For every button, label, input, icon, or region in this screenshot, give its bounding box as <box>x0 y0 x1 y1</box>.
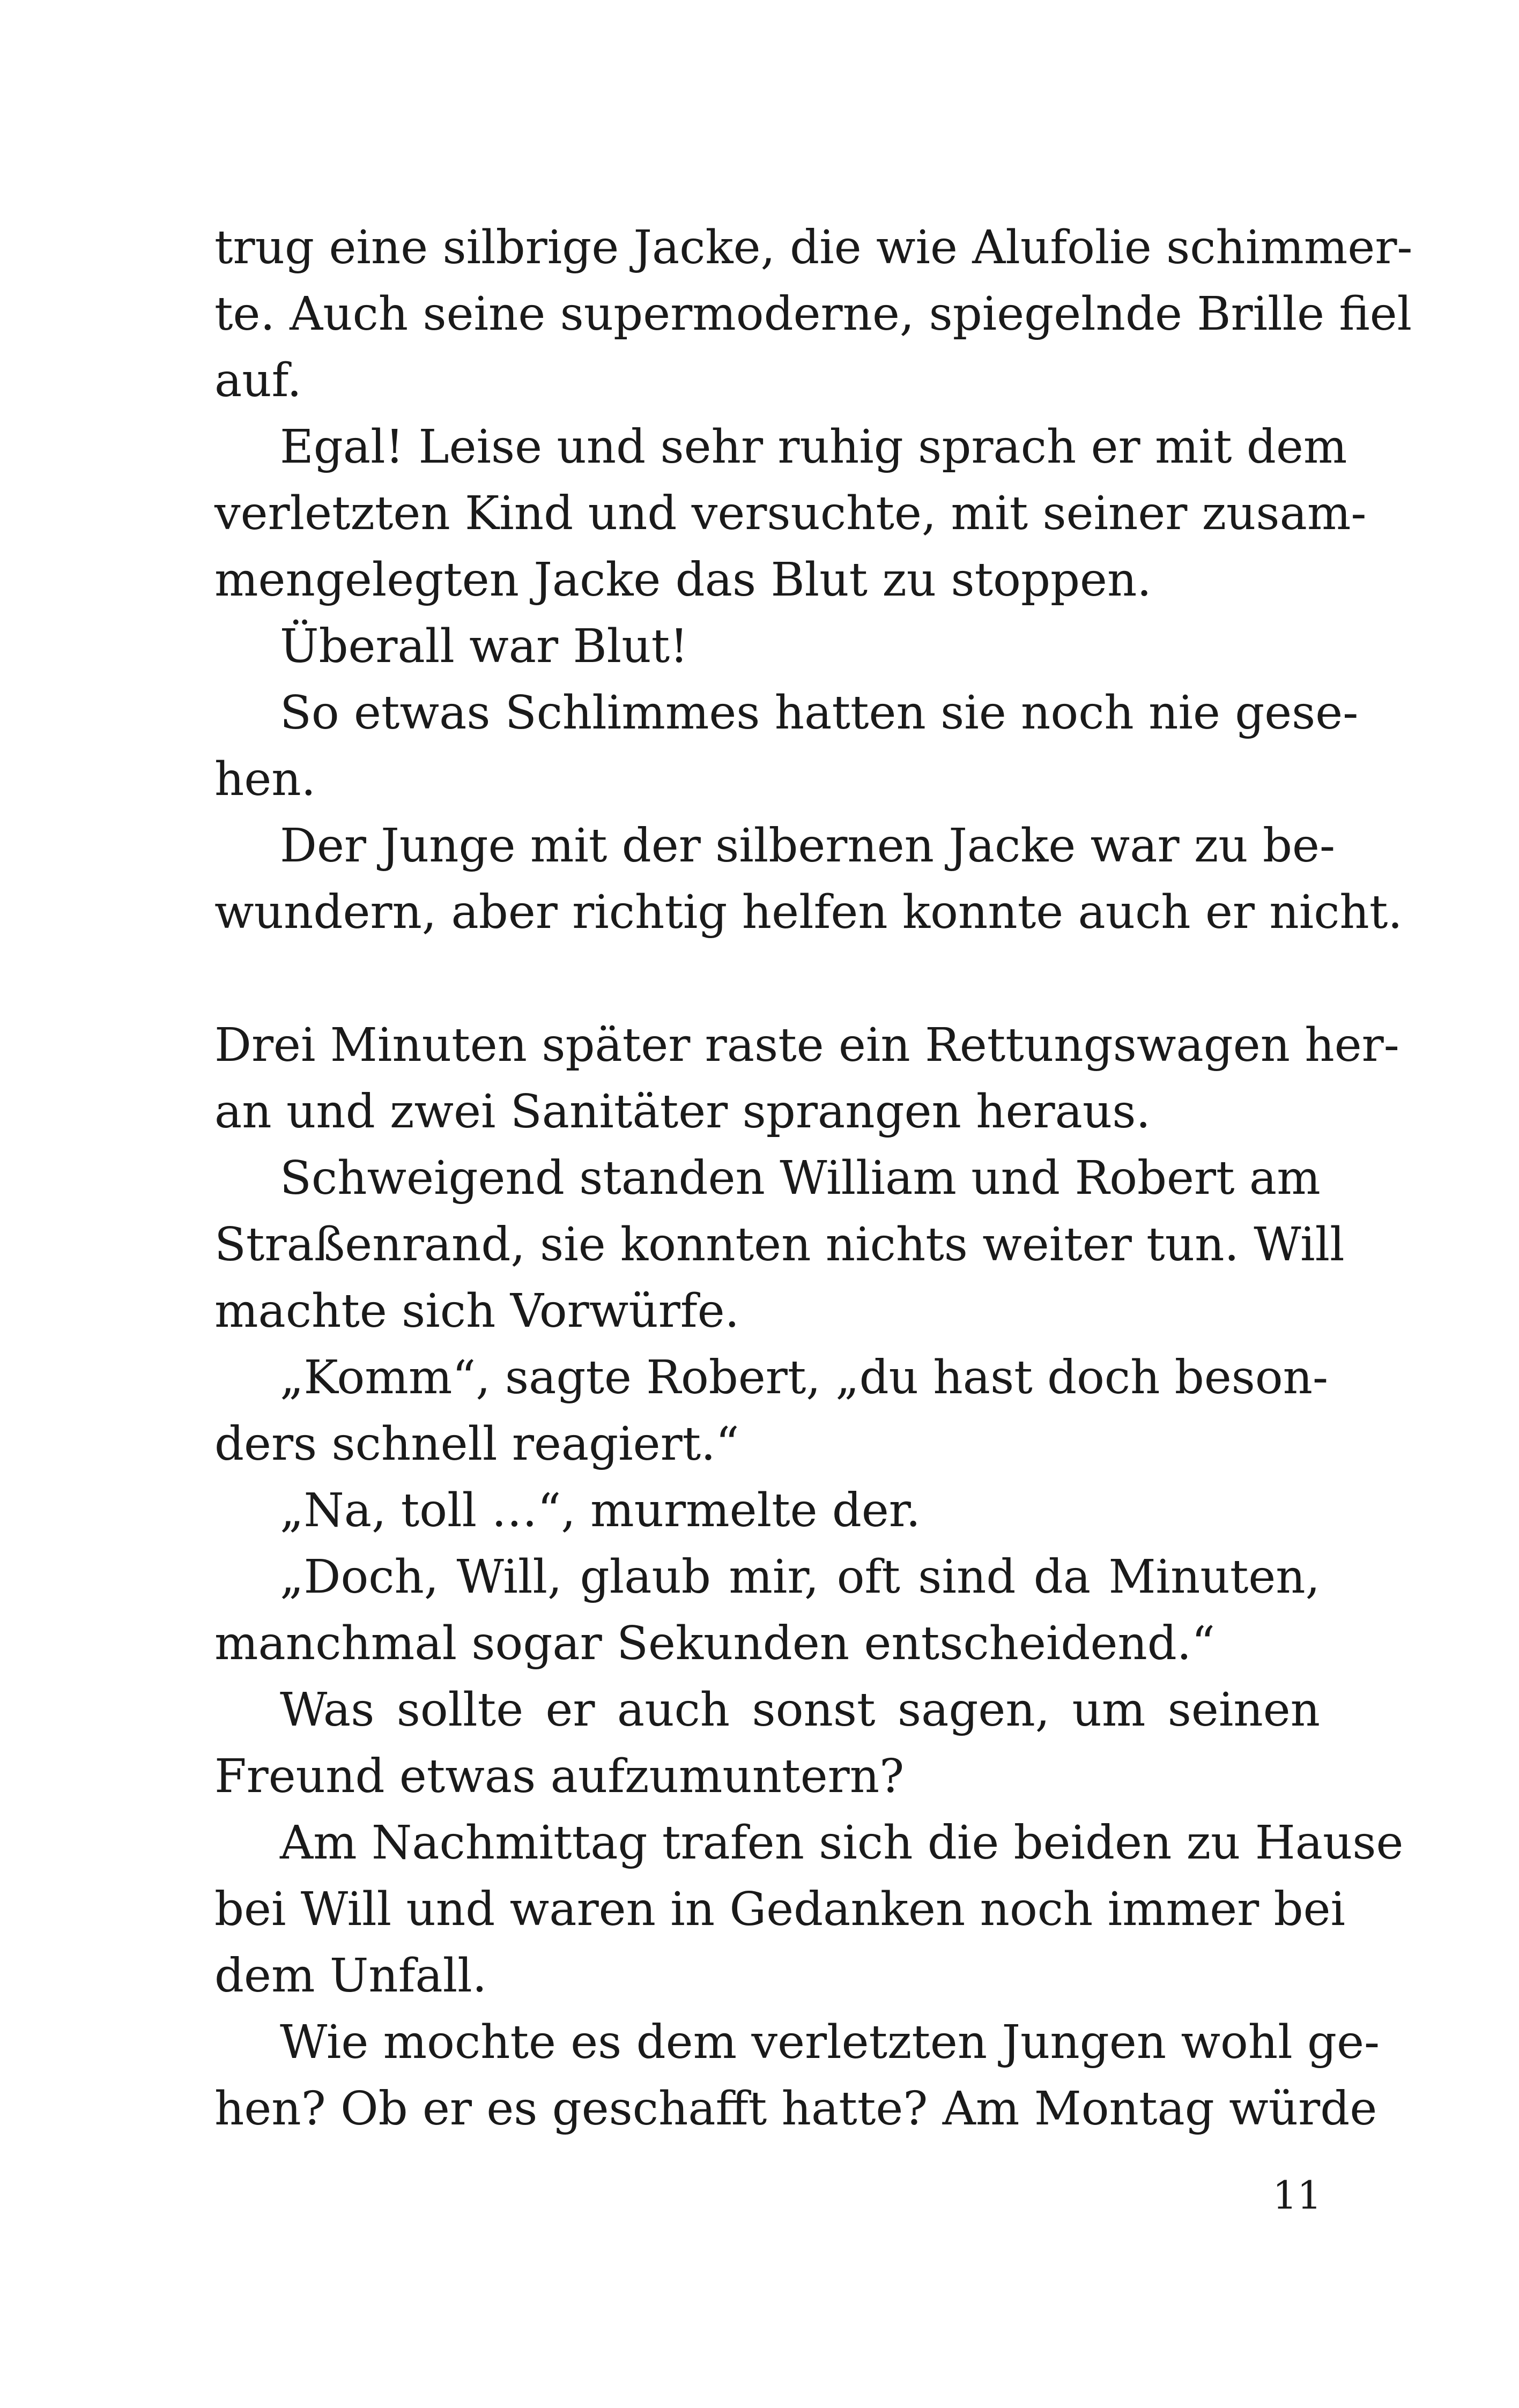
text-line: Der Junge mit der silbernen Jacke war zu be- <box>280 819 1336 873</box>
text-line: „Doch, Will, glaub mir, oft sind da Minuten, <box>280 1550 1320 1604</box>
text-line: hen? Ob er es geschafft hatte? Am Montag würde <box>214 2082 1377 2136</box>
text-line: te. Auch seine supermoderne, spiegelnde Brille fiel <box>214 287 1412 341</box>
text-line: an und zwei Sanitäter sprangen heraus. <box>214 1085 1151 1139</box>
text-line: Wie mochte es dem verletzten Jungen wohl ge- <box>280 2016 1380 2069</box>
text-line: mengelegten Jacke das Blut zu stoppen. <box>214 553 1152 607</box>
text-line: auf. <box>214 354 302 407</box>
page-number: 11 <box>1272 2173 1322 2218</box>
text-line: Egal! Leise und sehr ruhig sprach er mit dem <box>280 420 1347 474</box>
text-line: trug eine silbrige Jacke, die wie Alufolie schimmer- <box>214 221 1413 274</box>
text-line: dem Unfall. <box>214 1949 487 2003</box>
text-line: So etwas Schlimmes hatten sie noch nie gese- <box>280 686 1359 740</box>
text-line: „Na, toll …“, murmelte der. <box>280 1484 921 1537</box>
text-line: verletzten Kind und versuchte, mit seiner zusam- <box>214 487 1367 540</box>
text-line: Freund etwas aufzumuntern? <box>214 1750 905 1803</box>
text-line: manchmal sogar Sekunden entscheidend.“ <box>214 1617 1216 1670</box>
text-line: ders schnell reagiert.“ <box>214 1417 739 1471</box>
text-line: machte sich Vorwürfe. <box>214 1284 739 1338</box>
text-line: Was sollte er auch sonst sagen, um seinen <box>280 1683 1320 1737</box>
text-line: Überall war Blut! <box>280 620 688 673</box>
text-line: Am Nachmittag trafen sich die beiden zu Hause <box>280 1816 1404 1870</box>
text-line: Schweigend standen William und Robert am <box>280 1151 1321 1205</box>
text-line: hen. <box>214 753 316 806</box>
text-line: Straßenrand, sie konnten nichts weiter tun. Will <box>214 1218 1345 1272</box>
text-line: bei Will und waren in Gedanken noch immer bei <box>214 1883 1346 1936</box>
text-line: wundern, aber richtig helfen konnte auch er nicht. <box>214 886 1403 939</box>
text-line: „Komm“, sagte Robert, „du hast doch beson- <box>280 1351 1329 1404</box>
text-line: Drei Minuten später raste ein Rettungswagen her- <box>214 1019 1399 1072</box>
